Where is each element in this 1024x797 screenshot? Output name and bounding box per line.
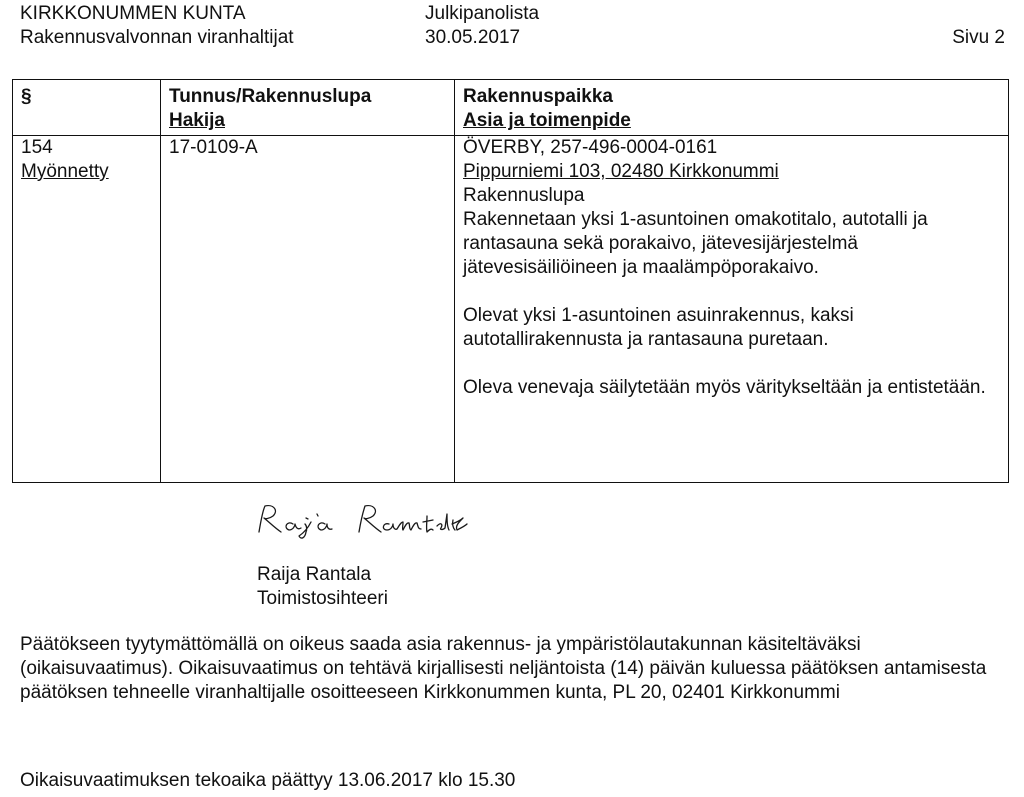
header-matter-label: Asia ja toimenpide bbox=[463, 110, 631, 131]
permit-id: 17-0109-A bbox=[169, 137, 258, 158]
description-preservation: Oleva venevaja säilytetään myös väritykseltään ja entistetään. bbox=[463, 377, 986, 398]
document-date: 30.05.2017 bbox=[425, 27, 521, 48]
matter-type: Rakennuslupa bbox=[463, 185, 585, 206]
signer-name: Raija Rantala bbox=[257, 564, 372, 585]
header-site-label: Rakennuspaikka bbox=[463, 86, 613, 107]
appeal-deadline: Oikaisuvaatimuksen tekoaika päättyy 13.06.2017 klo 15.30 bbox=[20, 770, 516, 791]
description-demolition: Olevat yksi 1-asuntoinen asuinrakennus, kaksi autotallirakennusta ja rantasauna puretaan. bbox=[463, 305, 854, 350]
appeal-instructions: Päätökseen tyytymättömällä on oikeus saada asia rakennus- ja ympäristölautakunnan käsiteltäväksi (oikaisuvaatimus). Oikaisuvaatimus on tehtävä kirjallisesti neljäntoista (14) päivän kuluessa päätöksen antamisesta päätöksen tehneelle viranhaltijalle osoitteeseen Kirkkonummen kunta, PL 20, 02401 Kirkkonummi bbox=[20, 634, 987, 703]
cell-permit bbox=[161, 136, 455, 483]
page-number: Sivu 2 bbox=[952, 27, 1005, 48]
signer-title: Toimistosihteeri bbox=[257, 588, 388, 609]
document-type: Julkipanolista bbox=[425, 3, 540, 24]
table-row bbox=[13, 136, 1009, 483]
handwritten-signature bbox=[255, 500, 545, 542]
header-permit-label: Tunnus/Rakennuslupa bbox=[169, 86, 372, 107]
decision-table bbox=[12, 79, 1009, 483]
decision-status: Myönnetty bbox=[21, 161, 109, 182]
header-applicant-label: Hakija bbox=[169, 110, 225, 131]
header-place bbox=[455, 80, 1009, 136]
section-sign: § bbox=[21, 86, 32, 107]
municipality-name: KIRKKONUMMEN KUNTA bbox=[20, 3, 246, 24]
header-section bbox=[13, 80, 161, 136]
department-name: Rakennusvalvonnan viranhaltijat bbox=[20, 27, 294, 48]
table-header-row bbox=[13, 80, 1009, 136]
cell-place bbox=[455, 136, 1009, 483]
decision-number: 154 bbox=[21, 137, 53, 158]
property-address: Pippurniemi 103, 02480 Kirkkonummi bbox=[463, 161, 779, 182]
property-location: ÖVERBY, 257-496-0004-0161 bbox=[463, 137, 718, 158]
description-construction: Rakennetaan yksi 1-asuntoinen omakotitalo, autotalli ja rantasauna sekä porakaivo, jätevesijärjestelmä jätevesisäiliöineen ja maalämpöporakaivo. bbox=[463, 209, 928, 278]
cell-number bbox=[13, 136, 161, 483]
header-id bbox=[161, 80, 455, 136]
